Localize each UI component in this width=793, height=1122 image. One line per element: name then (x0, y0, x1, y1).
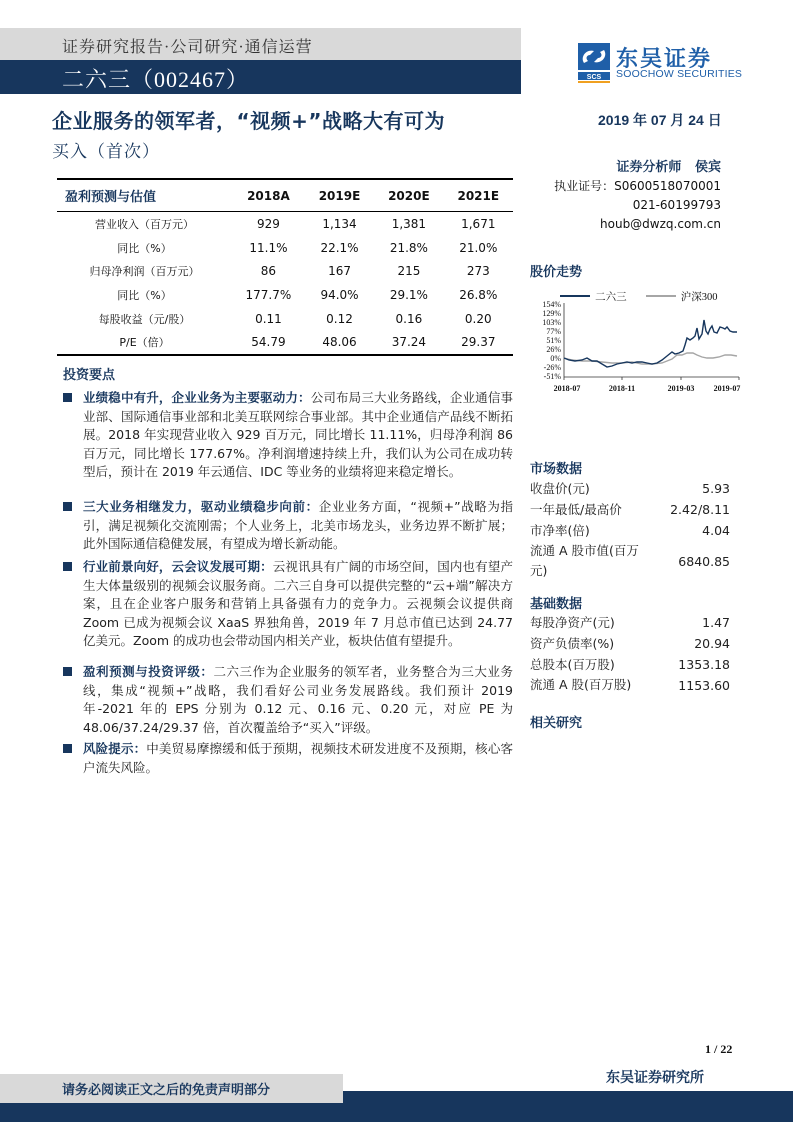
basic-data-row (530, 633, 730, 654)
market-data-value: 4.04 (702, 523, 730, 538)
cell: 21.8% (389, 240, 428, 255)
cell: 177.7% (245, 287, 292, 302)
basic-data-value: 1353.18 (678, 657, 730, 672)
row-label: 同比（%） (117, 241, 172, 255)
svg-text:-51%: -51% (543, 372, 561, 381)
cell: 1,134 (322, 216, 357, 231)
cell: 0.16 (395, 311, 423, 326)
svg-text:2018-11: 2018-11 (608, 384, 636, 393)
table-header-year: 2018A (232, 179, 305, 212)
table-row (57, 307, 513, 331)
market-data-row (530, 541, 730, 581)
legend-stock-swatch-icon (560, 295, 590, 297)
key-point-body: 中美贸易摩擦缓和低于预期，视频技术研发进度不及预期，核心客户流失风险。 (83, 741, 513, 775)
key-point-body: 二六三作为企业服务的领军者，业务整合为三大业务线，集成“视频+”战略，我们看好公司业务发展路线。我们预计 2019 年-2021 年的 EPS 分别为 0.12 元、0.16 元、0.20 元，对应 PE 为 48.06/37.24/29.37 倍，首次覆盖给予“买入”评级。 (83, 664, 513, 735)
market-data-key: 市净率(倍) (530, 523, 590, 538)
legend-stock-label: 二六三 (595, 292, 627, 303)
basic-data-value: 1.47 (702, 615, 730, 630)
cell: 54.79 (232, 330, 305, 355)
key-point-lead: 行业前景向好，云会议发展可期： (83, 559, 273, 574)
key-point-item (63, 740, 513, 777)
svg-text:51%: 51% (546, 336, 561, 345)
footer-disclaimer-link[interactable]: 请务必阅读正文之后的免责声明部分 (62, 1083, 271, 1098)
rating: 买入（首次） (52, 142, 160, 162)
footer-institute: 东吴证券研究所 (606, 1070, 704, 1086)
cell: 26.8% (459, 287, 498, 302)
breadcrumb: 证券研究报告·公司研究·通信运营 (62, 39, 313, 56)
report-date: 2019 年 07 月 24 日 (598, 112, 722, 128)
table-header-row (57, 179, 513, 212)
bullet-square-icon (63, 562, 72, 571)
cell: 0.20 (464, 311, 492, 326)
svg-text:154%: 154% (542, 300, 561, 309)
cell: 1,381 (391, 216, 427, 231)
basic-data-row (530, 612, 730, 633)
cell: 22.1% (320, 240, 359, 255)
market-data-value: 6840.85 (678, 553, 730, 569)
key-point-lead: 盈利预测与投资评级： (83, 664, 214, 679)
table-header-label: 盈利预测与估值 (57, 179, 232, 212)
key-point-body: 企业业务方面，“视频+”战略为指引，满足视频化交流刚需；个人业务上，北美市场龙头，业务边界不断扩展；此外国际通信稳健发展，有望成为增长新动能。 (83, 499, 513, 551)
table-row (57, 259, 513, 283)
basic-data-row (530, 654, 730, 675)
analyst-name: 侯宾 (694, 160, 721, 175)
market-data-row (530, 478, 730, 499)
cell: 929 (256, 216, 280, 231)
key-point-body: 云视讯具有广阔的市场空间，国内也有望产生大体量级别的视频会议服务商。二六三自身可以提供完整的“云+端”解决方案，且在企业客户服务和营销上具备强有力的竞争力。云视频会议提供商 Zoom 已成为视频会议 XaaS 界独角兽，2019 年 7 月总市值已达到 24.77 亿美元。Zoom 的成功也会带动国内相关产业，板块估值有望提升。 (83, 559, 513, 648)
market-data-key: 收盘价(元) (530, 481, 590, 496)
basic-data-list (530, 612, 730, 696)
basic-data-value: 1153.60 (678, 678, 730, 693)
analyst-info (554, 158, 721, 234)
legend-index-label: 沪深300 (680, 292, 718, 303)
basic-data-key: 每股净资产(元) (530, 615, 615, 630)
row-label: 每股收益（元/股） (98, 312, 191, 326)
company-code: 二六三（002467） (62, 67, 250, 92)
svg-text:129%: 129% (542, 309, 561, 318)
market-data-key: 一年最低/最高价 (530, 502, 622, 517)
market-data-row (530, 520, 730, 541)
report-title: 企业服务的领军者，“视频+”战略大有可为 (52, 109, 446, 133)
page-number: 1 / 22 (705, 1042, 733, 1056)
svg-text:77%: 77% (546, 327, 561, 336)
table-row (57, 236, 513, 260)
key-point-item (63, 498, 513, 554)
stock-price-chart (527, 298, 743, 398)
svg-text:2019-07: 2019-07 (713, 384, 741, 393)
row-label: 同比（%） (117, 288, 172, 302)
basic-data-row (530, 675, 730, 696)
basic-data-key: 总股本(百万股) (530, 657, 615, 672)
analyst-heading (554, 158, 721, 177)
stock-chart-heading: 股价走势 (530, 265, 583, 280)
market-data-heading: 市场数据 (530, 462, 583, 477)
analyst-email[interactable]: houb@dwzq.com.cn (600, 217, 721, 231)
y-axis-labels (542, 300, 561, 381)
basic-data-key: 流通 A 股(百万股) (530, 677, 632, 692)
logo-name-cn: 东吴证券 (616, 47, 713, 72)
basic-data-heading: 基础数据 (530, 597, 583, 612)
svg-text:2018-07: 2018-07 (553, 384, 581, 393)
bullet-square-icon (63, 393, 72, 402)
cell: 0.11 (255, 311, 282, 326)
key-point-lead: 风险提示： (83, 741, 147, 756)
logo-name-en: SOOCHOW SECURITIES (616, 68, 743, 80)
table-row (57, 330, 513, 355)
legend-index-swatch-icon (646, 295, 676, 297)
basic-data-value: 20.94 (694, 636, 730, 651)
forecast-table (57, 178, 513, 356)
table-row (57, 283, 513, 307)
bullet-square-icon (63, 744, 72, 753)
basic-data-key: 资产负债率(%) (530, 636, 615, 651)
svg-text:SCS: SCS (586, 74, 602, 81)
cell: 1,671 (461, 216, 496, 231)
cell: 167 (328, 264, 351, 279)
key-point-item (63, 663, 513, 737)
svg-text:103%: 103% (542, 318, 561, 327)
market-data-key: 流通 A 股市值(百万元) (530, 543, 639, 578)
cell: 0.12 (326, 311, 353, 326)
table-header-year: 2019E (305, 179, 374, 212)
key-point-item (63, 558, 513, 651)
svg-text:0%: 0% (550, 354, 561, 363)
key-point-body: 公司布局三大业务路线，企业通信事业部、国际通信事业部和北美互联网综合事业部。其中企业通信产品线不断拓展。2018 年实现营业收入 929 百万元，同比增长 11.11%，归母净利润 86 百万元，同比增长 177.67%。净利润增速持续上升，我们认为公司在成功转型后，预计在 2019 年云通信、IDC 等业务的业绩将迎来稳定增长。 (83, 390, 513, 479)
cell: 21.0% (459, 240, 498, 255)
cell: 215 (397, 264, 421, 279)
svg-text:2019-03: 2019-03 (667, 384, 695, 393)
bullet-square-icon (63, 502, 72, 511)
logo-mark-icon (578, 43, 610, 83)
cell: 86 (260, 264, 277, 279)
key-point-item (63, 389, 513, 482)
x-axis-labels (554, 384, 741, 393)
cell: 29.37 (444, 330, 513, 355)
analyst-role: 证券分析师 (616, 160, 682, 175)
related-research-heading: 相关研究 (530, 716, 583, 731)
cell: 48.06 (305, 330, 374, 355)
row-label: 营业收入（百万元） (95, 217, 194, 231)
svg-text:-26%: -26% (543, 363, 561, 372)
cell: 94.0% (320, 287, 359, 302)
analyst-phone: 021-60199793 (632, 198, 721, 212)
svg-text:26%: 26% (546, 345, 561, 354)
key-points-heading: 投资要点 (63, 368, 116, 383)
cell: 11.1% (249, 240, 288, 255)
row-label: 归母净利润（百万元） (89, 265, 200, 279)
key-point-lead: 三大业务相继发力，驱动业绩稳步向前： (83, 499, 319, 514)
market-data-list (530, 478, 730, 581)
market-data-value: 2.42/8.11 (670, 502, 730, 517)
table-header-year: 2020E (374, 179, 443, 212)
row-label: P/E（倍） (57, 330, 232, 355)
bullet-square-icon (63, 667, 72, 676)
cell: 37.24 (374, 330, 443, 355)
analyst-license: 执业证号：S0600518070001 (554, 179, 721, 193)
market-data-row (530, 499, 730, 520)
table-header-year: 2021E (444, 179, 513, 212)
table-row (57, 212, 513, 236)
cell: 273 (466, 264, 490, 279)
market-data-value: 5.93 (702, 481, 730, 496)
key-point-lead: 业绩稳中有升，企业业务为主要驱动力： (83, 390, 311, 405)
cell: 29.1% (389, 287, 428, 302)
